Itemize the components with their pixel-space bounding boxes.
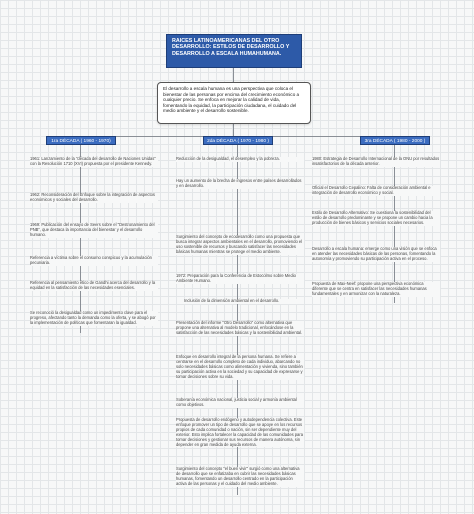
column-2-note: Reducción de la desigualdad, el desempleo y la pobreza. [176,157,304,162]
column-2-note: 1972: Preparación para la Conferencia de Estocolmo sobre Medio Ambiente Humano. [176,274,304,284]
column-1-note: Se reconoció la desigualdad como un impedimento clave para el progreso, afectando tanto la demanda como la oferta, y se abogó por la implementación de políticas que fomentaran la igualdad. [30,311,158,326]
column-2-note: Soberanía económica nacional, justicia social y armonía ambiental como objetivos. [176,398,304,408]
column-3-note: Estilo de Desarrollo Alternativo: Se cuestiona la sostenibilidad del estilo de desarrollo predominante y se propone un cambio hacia la producción de bienes básicos y servicios sociales necesarios. [312,211,440,226]
description-box: El desarrollo a escala humana es una perspectiva que coloca el bienestar de las personas por encima del crecimiento económico a cualquier precio. Se enfoca en mejorar la calidad de vida, fomentando la equidad, la participación ciudadana, el cuidado del medio ambiente y el desarrollo sostenible. [157,82,311,124]
column-2-note: Hay un aumento de la brecha de ingresos entre países desarrollados y en desarrollo. [176,179,304,189]
column-2-header: 2da DÉCADA ( 1970 - 1980 ) [203,136,273,145]
diagram-title: RAICES LATINOAMERICANAS DEL OTRO DESARROLLO: ESTILOS DE DESARROLLO Y DESARROLLO A ESCALA HUMAHUMANA. [166,34,302,68]
column-1-note: 1961: Lanzamiento de la "década del desarrollo de Naciones Unidas" con la Resolución 1710 (XVI) propuesta por el presidente Kennedy. [30,157,158,167]
column-2-note: Surgimiento del concepto de ecodesarrollo como una propuesta que busca integrar aspectos ambientales en el desarrollo, promoviendo el uso sostenible de recursos y buscando satisfacer las necesidades básicas humanas mientras se protege el medio ambiente. [176,234,303,254]
column-1-header: 1ra DÉCADA ( 1960 - 1970) [46,136,116,145]
title-connector [233,68,234,82]
column-2-note: Enfoque en desarrollo integral de la persona humana. Se refiere a centrarse en el desarrollo completo de cada individuo, abarcando no solo necesidades básicas como alimentación y vivienda, sino también su participación activa en la sociedad y su capacidad de expresarse y tomar decisiones sobre su vida. [176,354,303,379]
column-3-note: Desarrollo a escala humana: emerge como una visión que se enfoca en atender las necesidades básicas de las personas, fomentando la autonomía y promoviendo su participación activa en el proceso. [312,247,440,262]
column-1-note: 1962: Reconsideración del Enfoque sobre la integración de aspectos económicos y sociales del desarrollo. [30,193,158,203]
column-3-header: 3ra DÉCADA ( 1980 - 2000 ) [360,136,430,145]
column-1-note: 1969: Publicación del ensayo de Seers sobre el "Destronamiento del PNB", que destaca la importancia del bienestar y el desarrollo humano. [30,223,158,238]
column-1-note: Referencia al pensamiento ético de Gandhi acerca del desarrollo y la equidad en la satisfacción de las necesidades esenciales. [30,281,158,291]
desc-connector [233,124,234,136]
column-2-note: Surgimiento del concepto "el buen vivir" surgió como una alternativa de desarrollo que se enfatizaba en cubrir las necesidades básicas humanas, fomentando un desarrollo centrado en la participación activa de las personas y el cuidado del medio ambiente. [176,467,304,487]
column-3-note: Propuesta de Max-Neef: propone una perspectiva económica diferente que se centra en satisfacer las necesidades humanas fundamentales y en armonizar con la naturaleza. [312,282,440,297]
column-2-note: Presentación del informe "Otro Desarrollo" como alternativa que propone una alternativa al modelo tradicional, enfocándose en la satisfacción de las necesidades básicas y la sostenibilidad ambiental. [176,320,303,335]
column-1-trunk [80,145,81,333]
column-3-note: 1980: Estrategia de Desarrollo Internacional de la ONU por resultados insatisfactorios de la década anterior. [312,156,440,166]
column-2-note: Inclusión de la dimensión ambiental en el desarrollo. [184,299,300,304]
column-3-note: Oficial el Desarrollo Cepalino: Falta de consideración ambiental e integración de desarrollo económico y social. [312,186,440,196]
column-2-note: Propuesta de desarrollo endógeno y autodependencia colectiva. Este enfoque promover un tipo de desarrollo que se apoye en los recursos propios de cada comunidad o nación, sin ser dependiente muy del exterior. Esto implica fortalecer la capacidad de las comunidades para tomar decisiones y gestionar sus recursos de manera autónoma, sin depender en gran medida de ayuda externa. [176,417,303,447]
column-1-note: Referencia a víctima sobre el consumo conspicuo y la acumulación pecuniaria. [30,256,158,266]
